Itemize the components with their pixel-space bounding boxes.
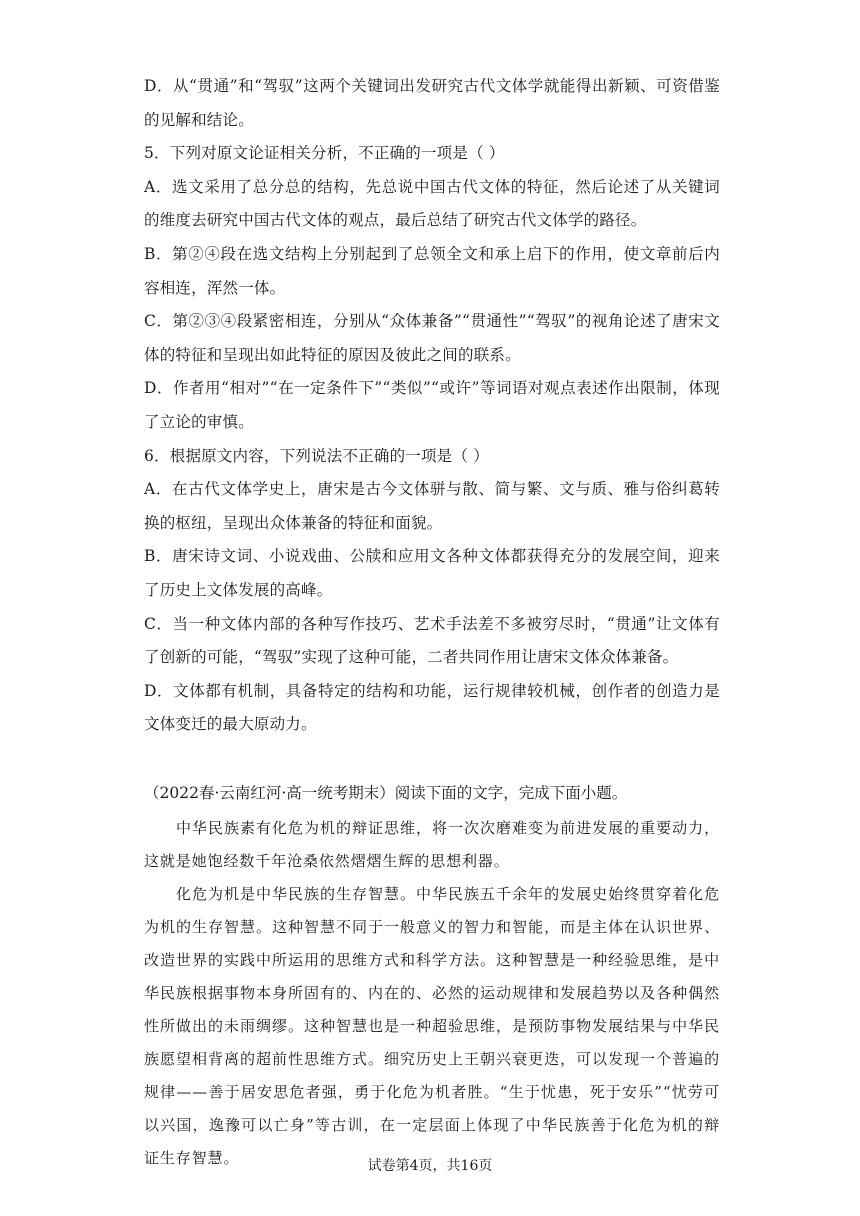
- q6-option-d: D．文体都有机制，具备特定的结构和功能，运行规律较机械，创作者的创造力是文体变迁的最大原动力。: [144, 681, 720, 734]
- passage-paragraph-2: 化危为机是中华民族的生存智慧。中华民族五千余年的发展史始终贯穿着化危为机的生存智慧。这种智慧不同于一般意义的智力和智能，而是主体在认识世界、改造世界的实践中所运用的思维方式和科学方法。这种智慧是一种经验思维，是中华民族根据事物本身所固有的、内在的、必然的运动规律和发展趋势以及各种偶然性所做出的未雨绸缪。这种智慧也是一种超验思维，是预防事物发展结果与中华民族愿望相背离的超前性思维方式。细究历史上王朝兴衰更迭，可以发现一个普遍的规律——善于居安思危者强，勇于化危为机者胜。“生于忧患，死于安乐”“忧劳可以兴国，逸豫可以亡身”等古训，在一定层面上体现了中华民族善于化危为机的辩证生存智慧。: [144, 885, 720, 1167]
- q5-stem: 5．下列对原文论证相关分析，不正确的一项是（ ）: [144, 144, 505, 163]
- question-block: [144, 70, 720, 742]
- q6-option-a: A．在古代文体学史上，唐宋是古今文体骈与散、简与繁、文与质、雅与俗纠葛转换的枢纽，呈现出众体兼备的特征和面貌。: [144, 480, 720, 532]
- passage-paragraph-1: 中华民族素有化危为机的辩证思维，将一次次磨难变为前进发展的重要动力，这就是她饱经数千年沧桑依然熠熠生辉的思想利器。: [144, 819, 720, 870]
- q4-option-d: D．从“贯通”和“驾驭”这两个关键词出发研究古代文体学就能得出新颖、可资借鉴的见解和结论。: [144, 77, 720, 129]
- q6-option-c: C．当一种文体内部的各种写作技巧、艺术手法差不多被穷尽时，“贯通”让文体有了创新的可能，“驾驭”实现了这种可能，二者共同作用让唐宋文体众体兼备。: [144, 614, 720, 667]
- q6-option-b: B．唐宋诗文词、小说戏曲、公牍和应用文各种文体都获得充分的发展空间，迎来了历史上文体发展的高峰。: [144, 547, 720, 599]
- q6-stem: 6．根据原文内容，下列说法不正确的一项是（ ）: [144, 446, 489, 465]
- q5-option-b: B．第②④段在选文结构上分别起到了总领全文和承上启下的作用，使文章前后内容相连，浑然一体。: [144, 244, 720, 297]
- q5-option-d: D．作者用“相对”“在一定条件下”“类似”“或许”等词语对观点表述作出限制，体现了立论的审慎。: [144, 379, 720, 431]
- q5-option-a: A．选文采用了总分总的结构，先总说中国古代文体的特征，然后论述了从关键词的维度去研究中国古代文体的观点，最后总结了研究古代文体学的路径。: [144, 177, 720, 230]
- reading-passage: [144, 812, 720, 1175]
- source-line: （2022春·云南红河·高一统考期末）阅读下面的文字，完成下面小题。: [144, 784, 628, 802]
- page-footer: 试卷第4页，共16页: [367, 1158, 493, 1174]
- q5-option-c: C．第②③④段紧密相连，分别从“众体兼备”“贯通性”“驾驭”的视角论述了唐宋文体的特征和呈现出如此特征的原因及彼此之间的联系。: [144, 312, 720, 364]
